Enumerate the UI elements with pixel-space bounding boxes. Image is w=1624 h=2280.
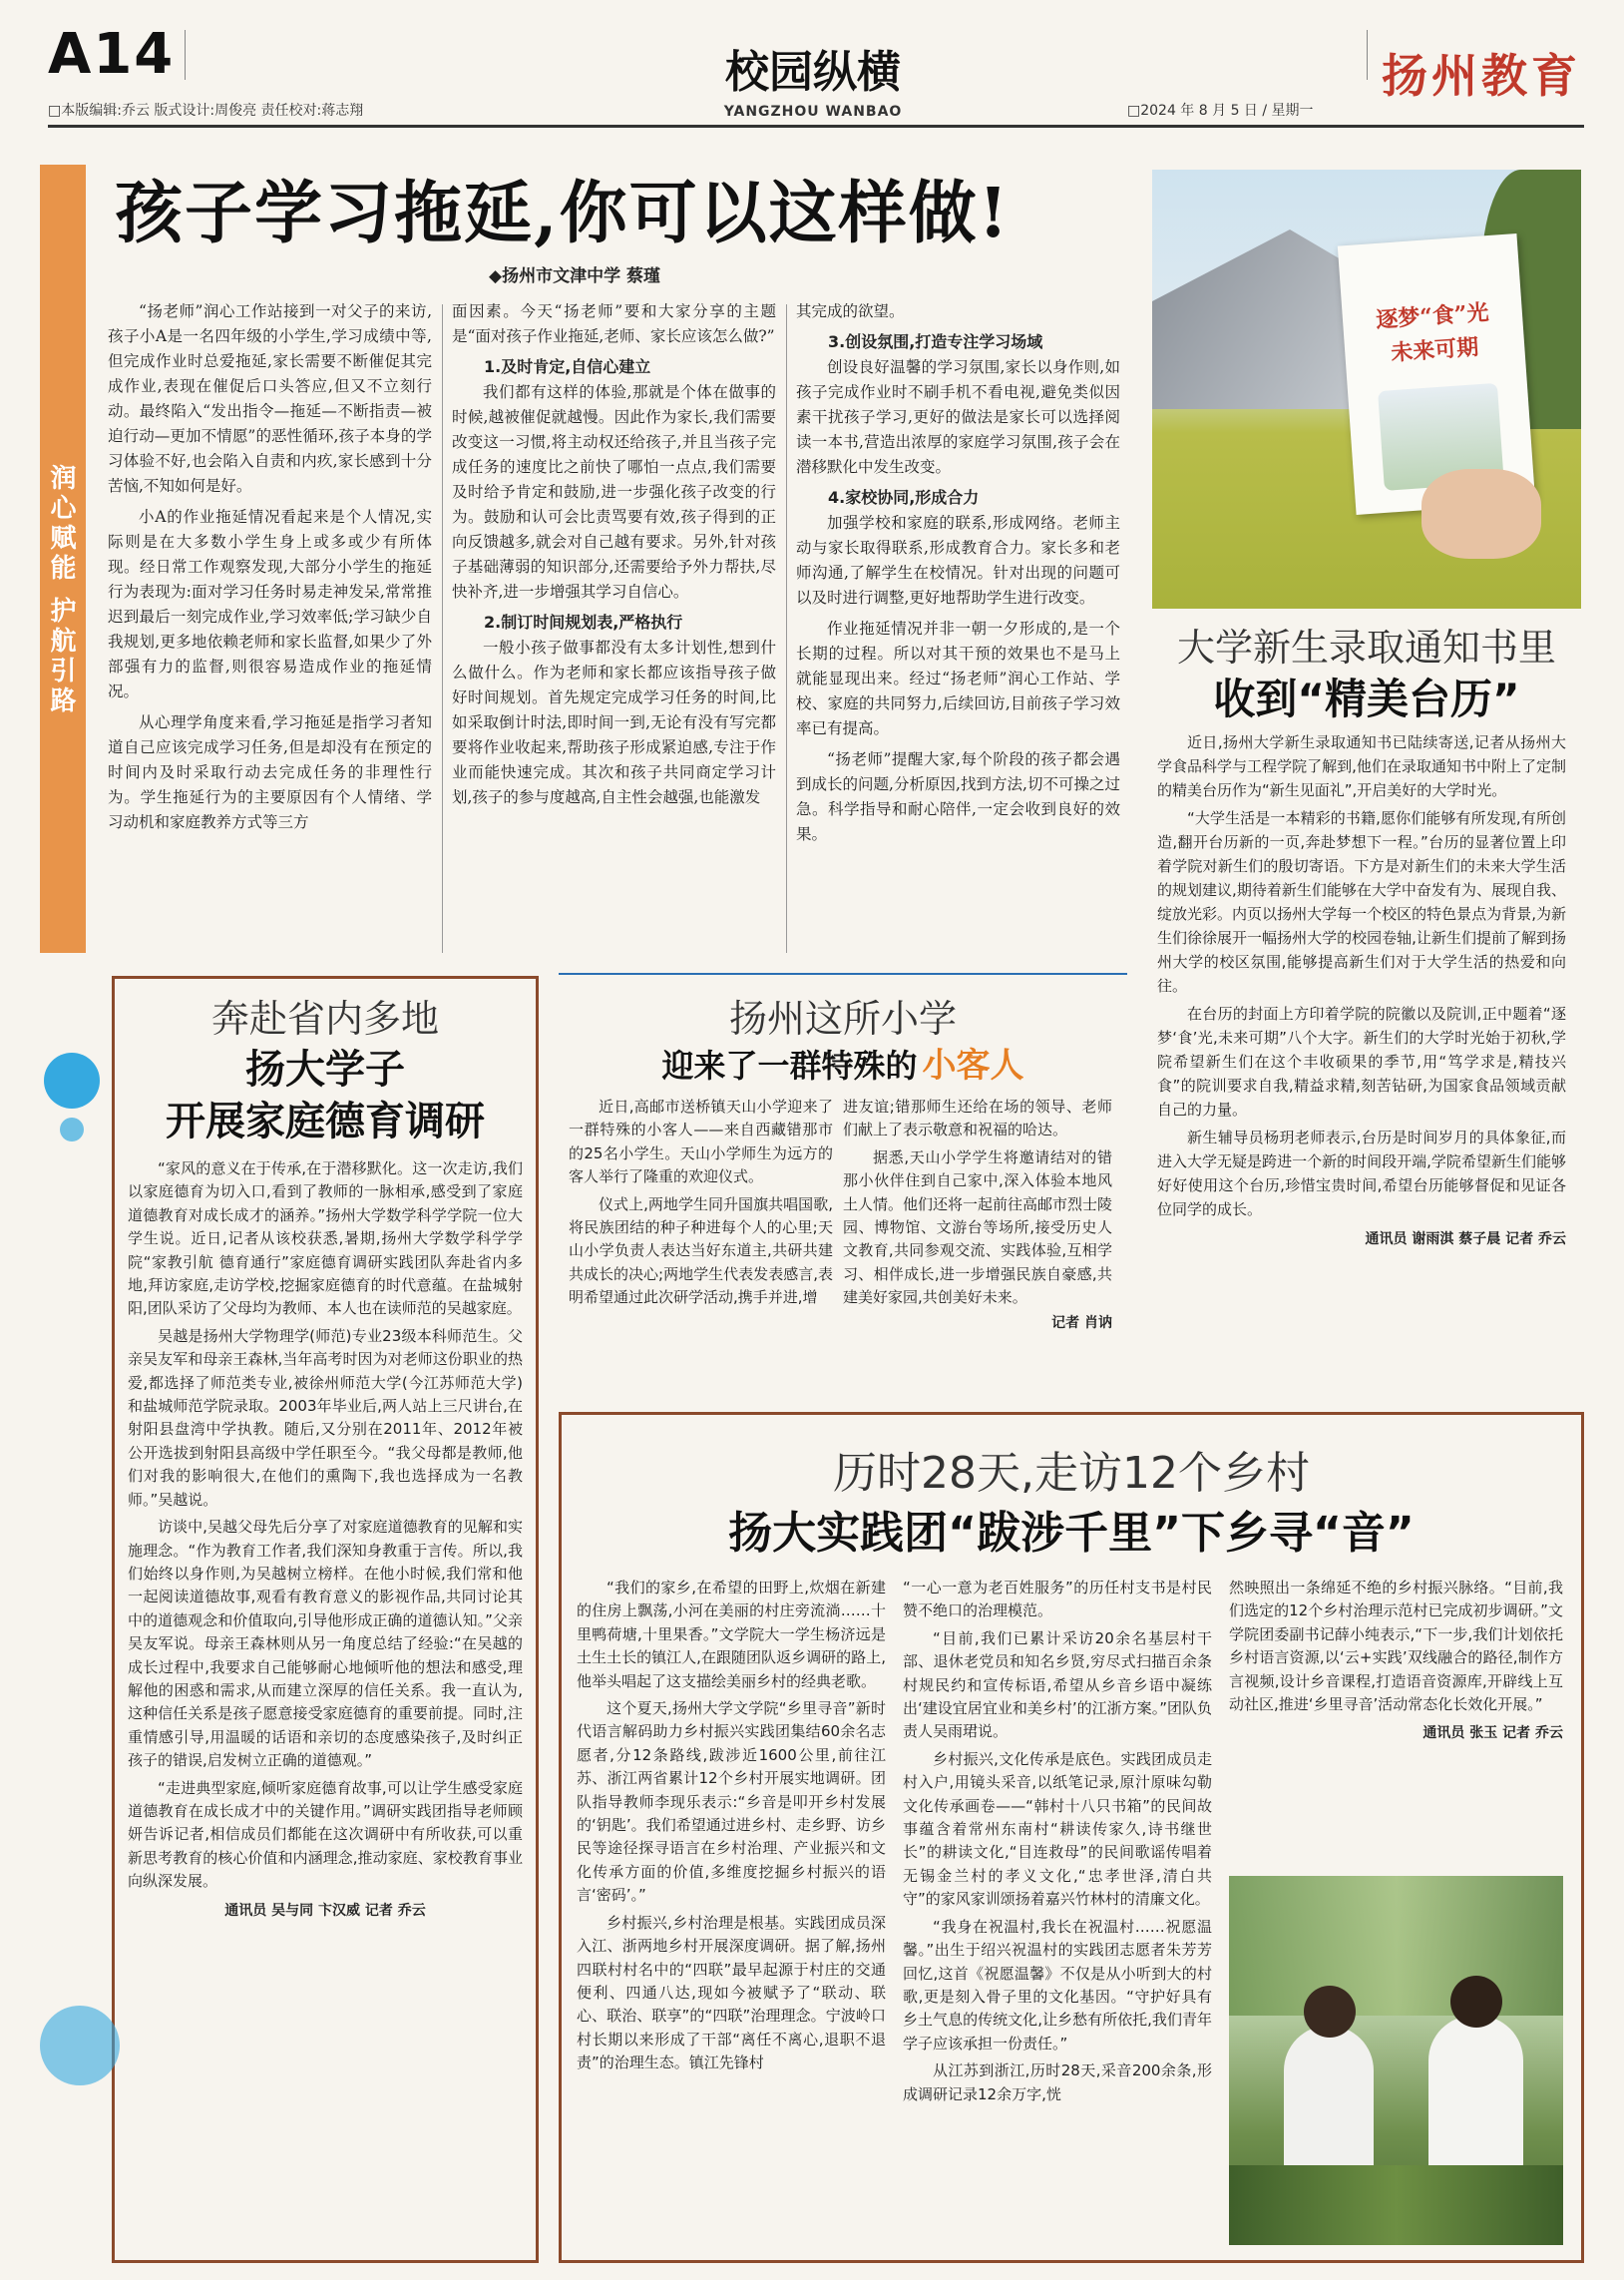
header-credits: □本版编辑:乔云 版式设计:周俊亮 责任校对:蒋志翔 <box>48 103 364 119</box>
header-date: □2024 年 8 月 5 日 / 星期一 <box>1127 103 1314 119</box>
guests-title-highlight: 小客人 <box>922 1046 1024 1086</box>
lead-paragraph: 创设良好温馨的学习氛围,家长以身作则,如孩子完成作业时不刷手机不看电视,避免类似因素干扰孩子学习,更好的做法是家长可以选择阅读一本书,营造出浓厚的家庭学习氛围,孩子会在潜移默化中发生改变。 <box>796 358 1120 476</box>
village-paragraph: 从江苏到浙江,历时28天,采音200余条,形成调研记录12余万字,恍 <box>903 2061 1212 2103</box>
decor-dot <box>60 1118 84 1141</box>
village-paragraph: “一心一意为老百姓服务”的历任村支书是村民赞不绝口的治理模范。 <box>903 1579 1212 1620</box>
family-byline: 通讯员 吴与同 卞汉威 记者 乔云 <box>224 1902 426 1919</box>
header-divider-right <box>1367 30 1368 80</box>
lead-col-2 <box>452 299 776 810</box>
page-number: A14 <box>48 22 176 87</box>
family-paragraph: 吴越是扬州大学物理学(师范)专业23级本科师范生。父亲吴友军和母亲王森林,当年高考时因为对老师这份职业的热爱,都选择了师范类专业,被徐州师范大学(今江苏师范大学)和盐城师范学院录取。2003年毕业后,两人站上三尺讲台,在射阳县盘湾中学执教。随后,又分别在2011年、2012年被公开选拔到射阳县高级中学任职至今。“我父母都是教师,他们对我的影响很大,在他们的熏陶下,我也选择成为一名教师。”吴越说。 <box>128 1326 523 1509</box>
lead-paragraph: 从心理学角度来看,学习拖延是指学习者知道自己应该完成学习任务,但是却没有在预定的时间内及时采取行动去完成任务的非理性行为。学生拖延行为的主要原因有个人情绪、学习动机和家庭教养方式等三方 <box>108 713 432 831</box>
decor-dot <box>44 1053 100 1109</box>
family-paragraph: 访谈中,吴越父母先后分享了对家庭道德教育的见解和实施理念。“作为教育工作者,我们深知身教重于言传。所以,我们始终以身作则,为吴越树立榜样。在他小时候,我们常和他一起阅读道德故事,观看有教育意义的影视作品,共同讨论其中的道德观念和价值取向,引导他形成正确的道德认知。”父亲吴友军说。母亲王森林则从另一角度总结了经验:“在吴越的成长过程中,我要求自己能够耐心地倾听他的想法和感受,理解他的困惑和需求,从而建立深厚的信任关系。我一直认为,这种信任关系是孩子愿意接受家庭德育的重要前提。同时,注重情感引导,用温暖的话语和亲切的态度感染孩子,及时纠正孩子的错误,启发树立正确的道德观。” <box>128 1518 523 1770</box>
section-name: 校园纵横 <box>725 47 901 98</box>
family-title-2: 开展家庭德育调研 <box>166 1099 485 1144</box>
village-title: 扬大实践团“跋涉千里”下乡寻“音” <box>728 1508 1415 1559</box>
column-rule <box>786 304 787 953</box>
guests-title <box>559 1038 1127 1087</box>
tree-shape <box>1229 1876 1563 2016</box>
guests-paragraph: 近日,高邮市送桥镇天山小学迎来了一群特殊的小客人——来自西藏错那市的25名小学生。天山小学师生为远方的客人举行了隆重的欢迎仪式。 <box>569 1098 833 1186</box>
column-rule <box>442 304 443 953</box>
guests-byline: 记者 肖讷 <box>1051 1314 1112 1331</box>
village-paragraph: 乡村振兴,乡村治理是根基。实践团成员深入江、浙两地乡村开展深度调研。据了解,扬州四联村村名中的“四联”最早起源于村庄的交通便利、四通八达,现如今被赋予了“联动、联心、联治、联享”的“四联”治理理念。宁波岭口村长期以来形成了干部“离任不离心,退职不退责”的治理生态。镇江先锋村 <box>577 1913 886 2072</box>
village-paragraph: “我身在祝温村,我长在祝温村……祝愿温馨。”出生于绍兴祝温村的实践团志愿者朱芳芳回忆,这首《祝愿温馨》不仅是从小听到大的村歌,更是刻入骨子里的文化基因。“守护好具有乡土气息的传统文化,让乡愁有所依托,我们青年学子应该承担一份责任。” <box>903 1917 1212 2052</box>
lead-paragraph: “扬老师”润心工作站接到一对父子的来访,孩子小A是一名四年级的小学生,学习成绩中等,但完成作业时总爱拖延,家长需要不断催促其完成作业,表现在催促后口头答应,但又不立刻行动。最终陷入“发出指令—拖延—不断指责—被迫行动—更加不情愿”的恶性循环,孩子本身的学习体验不好,也会陷入自责和内疚,家长感到十分苦恼,不知如何是好。 <box>108 302 432 495</box>
calendar-photo <box>1152 170 1581 609</box>
calendar-paragraph: 新生辅导员杨玥老师表示,台历是时间岁月的具体象征,而进入大学无疑是跨进一个新的时间段开端,学院希望新生们能够好好使用这个台历,珍惜宝贵时间,希望台历能够督促和见证各位同学的成长。 <box>1157 1129 1566 1218</box>
header-divider-left <box>185 30 186 80</box>
lead-subhead-1: 1.及时肯定,自信心建立 <box>484 357 651 376</box>
family-body <box>128 1157 523 1920</box>
village-paragraph: 这个夏天,扬州大学文学院“乡里寻音”新时代语言解码助力乡村振兴实践团集结60余名志愿者,分12条路线,跋涉近1600公里,前往江苏、浙江两省累计12个乡村开展实地调研。团队指导教师李现乐表示:“乡音是叩开乡村发展的‘钥匙’。我们希望通过进乡村、走乡野、访乡民等途径探寻语言在乡村治理、产业振兴和文化传承方面的价值,多维度挖掘乡村振兴的语言‘密码’。” <box>577 1699 886 1905</box>
lead-col-3 <box>796 299 1120 847</box>
lead-paragraph: 小A的作业拖延情况看起来是个人情况,实际则是在大多数小学生身上或多或少有所体现。经日常工作观察发现,大部分小学生的拖延行为表现为:面对学习任务时易走神发呆,常常推迟到最后一刻完成作业,学习效率低;学习缺少自我规划,更多地依赖老师和家长监督,如果少了外部强有力的监督,则很容易造成作业的拖延情况。 <box>108 508 432 700</box>
lead-subhead-4: 4.家校协同,形成合力 <box>828 488 980 507</box>
side-tag-text: 润心赋能 护航引路 <box>46 464 76 717</box>
guests-col-1 <box>569 1096 833 1310</box>
lead-paragraph: 一般小孩子做事都没有太多计划性,想到什么做什么。作为老师和家长都应该指导孩子做好时间规划。首先规定完成学习任务的时间,比如采取倒计时法,即时间一到,无论有没有写完都要将作业收起来,帮助孩子形成紧迫感,专注于作业而能快速完成。其次和孩子共同商定学习计划,孩子的参与度越高,自主性会越强,也能激发 <box>452 639 776 806</box>
guests-paragraph: 进友谊;错那师生还给在场的领导、老师们献上了表示敬意和祝福的哈达。 <box>843 1098 1112 1140</box>
calendar-paragraph: “大学生活是一本精彩的书籍,愿你们能够有所发现,有所创造,翻开台历新的一页,奔赴梦想下一程。”台历的显著位置上印着学院对新生们的殷切寄语。下方是对新生们的未来大学生活的规划建议,期待着新生们能够在大学中奋发有为、展现自我、绽放光彩。内页以扬州大学每一个校区的特色景点为背景,为新生们徐徐展开一幅扬州大学的校园卷轴,让新生们提前了解到扬州大学的校区氛围,能够提高新生们对于大学生活的热爱和向往。 <box>1157 809 1566 995</box>
lead-paragraph: 作业拖延情况并非一朝一夕形成的,是一个长期的过程。所以对其干预的效果也不是马上就能显现出来。经过“扬老师”润心工作站、学校、家庭的共同努力,后续回访,目前孩子学习效率已有提高。 <box>796 620 1120 737</box>
guests-title-main: 迎来了一群特殊的 <box>661 1047 918 1085</box>
village-col-3 <box>1229 1577 1563 1742</box>
lead-paragraph: 我们都有这样的体验,那就是个体在做事的时候,越被催促就越慢。因此作为家长,我们需要改变这一习惯,将主动权还给孩子,并且当孩子完成任务的速度比之前快了哪怕一点点,我们需要及时给予肯定和鼓励,进一步强化孩子改变的行为。鼓励和认可会比责骂要有效,孩子得到的正向反馈越多,就会对自己越有要求。另外,针对孩子基础薄弱的知识部分,还需要给予外力帮扶,尽快补齐,进一步增强其学习自信心。 <box>452 383 776 601</box>
lead-paragraph: 其完成的欲望。 <box>796 302 905 320</box>
calendar-paragraph: 在台历的封面上方印着学院的院徽以及院训,正中题着“逐梦‘食’光,未来可期”八个大字。新生们的大学时光始于初秋,学院希望新生们在这个丰收硕果的季节,用“笃学求是,精技兴食”的院训要求自我,精益求精,刻苦钻研,为国家食品领域贡献自己的力量。 <box>1157 1005 1566 1119</box>
decor-dot <box>40 2006 120 2085</box>
family-paragraph: “家风的意义在于传承,在于潜移默化。这一次走访,我们以家庭德育为切入口,看到了教师的一脉相承,感受到了家庭道德教育对成长成才的涵养。”扬州大学数学科学学院一位大学生说。近日,记者从该校获悉,暑期,扬州大学数学科学学院“家教引航 德育通行”家庭德育调研实践团队奔赴省内多地,拜访家庭,走访学校,挖掘家庭德育的时代意蕴。在盐城射阳,团队采访了父母均为教师、本人也在读师范的吴越家庭。 <box>128 1159 523 1318</box>
village-paragraph: “目前,我们已累计采访20余名基层村干部、退休老党员和知名乡贤,穷尽式扫描百余条村规民约和宣传标语,希望从乡音乡语中凝练出‘建设宜居宜业和美乡村’的江浙方案。”团队负责人吴雨珺说。 <box>903 1628 1212 1741</box>
section-title <box>713 36 913 120</box>
guests-col-2 <box>843 1096 1112 1332</box>
village-kicker: 历时28天,走访12个乡村 <box>833 1448 1310 1499</box>
calendar-paragraph: 近日,扬州大学新生录取通知书已陆续寄送,记者从扬州大学食品科学与工程学院了解到,他们在录取通知书中附上了定制的精美台历作为“新生见面礼”,开启美好的大学时光。 <box>1157 733 1566 799</box>
plants-shape <box>1229 2165 1563 2245</box>
lead-subhead-2: 2.制订时间规划表,严格执行 <box>484 613 683 632</box>
person-left-head <box>1304 1986 1356 2038</box>
guests-paragraph: 仪式上,两地学生同升国旗共唱国歌,将民族团结的种子种进每个人的心里;天山小学负责人表达当好东道主,共研共建共成长的决心;两地学生代表发表感言,表明希望通过此次研学活动,携手并进,增 <box>569 1194 833 1307</box>
lead-title: 孩子学习拖延,你可以这样做! <box>115 174 1011 253</box>
lead-paragraph: 面因素。今天“扬老师”要和大家分享的主题是“面对孩子作业拖延,老师、家长应该怎么做?” <box>452 302 776 345</box>
village-paragraph: 乡村振兴,文化传承是底色。实践团成员走村入户,用镜头采音,以纸笔记录,原汁原味勾勒文化传承画卷——“韩村十八只书箱”的民间故事蕴含着常州东南村“耕读传家久,诗书继世长”的耕读文化,“目连救母”的民间歌谣传唱着无锡金兰村的孝义文化,“忠孝世泽,清白共守”的家风家训颂扬着嘉兴竹林村的清廉文化。 <box>903 1749 1212 1909</box>
lead-paragraph: 加强学校和家庭的联系,形成网络。老师主动与家长取得联系,形成教育合力。家长多和老师沟通,了解学生在校情况。针对出现的问题可以及时进行调整,更好地帮助学生进行改变。 <box>796 514 1120 607</box>
village-col-2 <box>903 1577 1212 2106</box>
calendar-body <box>1157 730 1566 1251</box>
section-name-en: YANGZHOU WANBAO <box>723 104 903 120</box>
family-kicker: 奔赴省内多地 <box>210 997 439 1041</box>
guests-paragraph: 据悉,天山小学学生将邀请结对的错那小伙伴住到自己家中,深入体验本地风土人情。他们还将一起前往高邮市烈士陵园、博物馆、文游台等场所,接受历史人文教育,共同参观交流、实践体验,互相学习、相伴成长,进一步增强民族自豪感,共建美好家园,共创美好未来。 <box>843 1147 1113 1307</box>
village-col-1 <box>577 1577 886 2075</box>
guests-kicker: 扬州这所小学 <box>728 997 957 1041</box>
lead-author: ◆扬州市文津中学 蔡瑾 <box>489 266 660 286</box>
calendar-title: 收到“精美台历” <box>1213 675 1520 723</box>
lead-subhead-3: 3.创设氛围,打造专注学习场域 <box>828 332 1043 351</box>
village-paragraph: 然映照出一条绵延不绝的乡村振兴脉络。“目前,我们选定的12个乡村治理示范村已完成初步调研。”文学院团委副书记薛小纯表示,“下一步,我们计划依托乡村语言资源,以‘云+实践’双线融合的路径,制作方言视频,设计乡音课程,打造语音资源库,开辟线上互动社区,推进‘乡里寻音’活动常态化长效化开展。” <box>1229 1579 1563 1714</box>
calendar-kicker: 大学新生录取通知书里 <box>1176 626 1556 670</box>
calendar-card-text: 逐梦“食”光 未来可期 <box>1375 299 1490 367</box>
header-rule <box>48 125 1584 128</box>
guests-top-rule <box>559 973 1127 975</box>
village-byline: 通讯员 张玉 记者 乔云 <box>1422 1725 1563 1742</box>
lead-paragraph: “扬老师”提醒大家,每个阶段的孩子都会遇到成长的问题,分析原因,找到方法,切不可操之过急。科学指导和耐心陪伴,一定会收到良好的效果。 <box>796 750 1120 843</box>
family-paragraph: “走进典型家庭,倾听家庭德育故事,可以让学生感受家庭道德教育在成长成才中的关键作用。”调研实践团指导老师顾妍告诉记者,相信成员们都能在这次调研中有所收获,可以重新思考教育的核心价值和内涵理念,推动家庭、家校教育事业向纵深发展。 <box>128 1778 523 1891</box>
hand-shape <box>1421 469 1541 559</box>
person-right-head <box>1450 1976 1502 2028</box>
brand-logo: 扬州教育 <box>1382 49 1581 103</box>
lead-col-1 <box>108 299 432 835</box>
village-paragraph: “我们的家乡,在希望的田野上,炊烟在新建的住房上飘荡,小河在美丽的村庄旁流淌……十里鸭荷塘,十里果香。”文学院大一学生杨济远是土生土长的镇江人,在跟随团队返乡调研的路上,他举头唱起了这支描绘美丽乡村的经典老歌。 <box>577 1579 886 1690</box>
family-title-1: 扬大学子 <box>245 1047 405 1093</box>
village-photo <box>1229 1876 1563 2245</box>
calendar-byline: 通讯员 谢雨淇 蔡子晨 记者 乔云 <box>1365 1231 1566 1247</box>
